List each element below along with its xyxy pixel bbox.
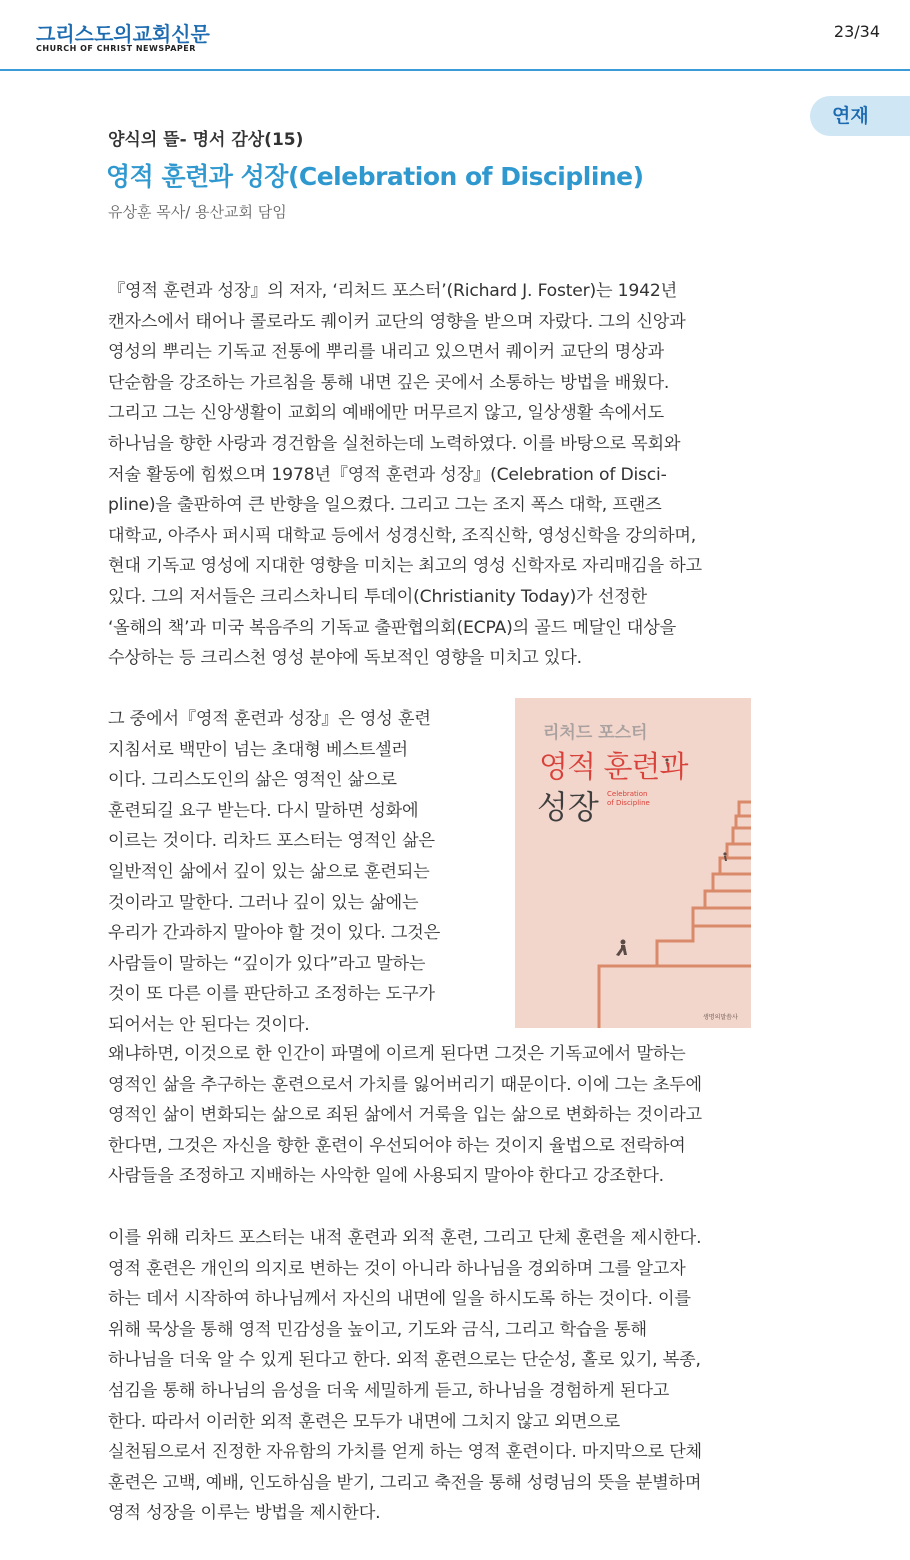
- book-title: 영적 훈련과: [539, 750, 688, 785]
- paragraph-1: [108, 276, 702, 674]
- text-line: 하나님을 더욱 알 수 있게 된다고 한다. 외적 훈련으로는 단순성, 홀로 있기, 복종,: [108, 1350, 701, 1371]
- text-line: 일반적인 삶에서 깊이 있는 삶으로 훈련되는: [108, 861, 430, 882]
- article-author: 유상훈 목사/ 용산교회 담임: [108, 203, 287, 221]
- text-line: 대학교, 아주사 퍼시픽 대학교 등에서 성경신학, 조직신학, 영성신학을 강의하며,: [108, 525, 697, 546]
- text-line: 사람들을 조정하고 지배하는 사악한 일에 사용되지 말아야 한다고 강조한다.: [108, 1166, 664, 1187]
- text-line: 『영적 훈련과 성장』의 저자, ‘리처드 포스터’(Richard J. Foster)는 1942년: [108, 281, 678, 301]
- paragraph-3: [108, 1039, 702, 1192]
- text-line: 현대 기독교 영성에 지대한 영향을 미치는 최고의 영성 신학자로 자리매김을 하고: [108, 556, 702, 577]
- text-line: 하나님을 향한 사랑과 경건함을 실천하는데 노력하였다. 이를 바탕으로 목회와: [108, 433, 681, 454]
- text-line: 영적인 삶을 추구하는 훈련으로서 가치를 잃어버리기 때문이다. 이에 그는 초두에: [108, 1074, 702, 1095]
- text-line: pline)을 출판하여 큰 반향을 일으켰다. 그리고 그는 조지 폭스 대학, 프랜즈: [108, 495, 662, 516]
- page-header: [0, 0, 910, 70]
- text-line: 왜냐하면, 이것으로 한 인간이 파멸에 이르게 된다면 그것은 기독교에서 말하는: [108, 1044, 686, 1064]
- text-line: 것이 또 다른 이를 판단하고 조정하는 도구가: [108, 984, 435, 1005]
- text-line: 그 중에서『영적 훈련과 성장』은 영성 훈련: [108, 709, 431, 729]
- text-line: 저술 활동에 힘썼으며 1978년『영적 훈련과 성장』(Celebration of Disci-: [108, 464, 667, 485]
- book-cover-image: [515, 698, 751, 1028]
- text-line: 한다면, 그것은 자신을 향한 훈련이 우선되어야 하는 것이지 율법으로 전락하여: [108, 1135, 686, 1156]
- text-line: 이르는 것이다. 리차드 포스터는 영적인 삶은: [108, 831, 435, 852]
- text-line: 훈련되길 요구 받는다. 다시 말하면 성화에: [108, 800, 419, 821]
- text-line: 영적 성장을 이루는 방법을 제시한다.: [108, 1503, 381, 1524]
- text-line: 캔자스에서 태어나 콜로라도 퀘이커 교단의 영향을 받으며 자랐다. 그의 신앙과: [108, 311, 686, 332]
- text-line: 위해 묵상을 통해 영적 민감성을 높이고, 기도와 금식, 그리고 학습을 통해: [108, 1319, 647, 1340]
- text-line: 있다. 그의 저서들은 크리스차니티 투데이(Christianity Today)가 선정한: [108, 586, 647, 607]
- text-line: 섬김을 통해 하나님의 음성을 더욱 세밀하게 듣고, 하나님을 경험하게 된다고: [108, 1380, 670, 1401]
- book-subtitle: Celebration: [607, 790, 648, 798]
- newspaper-logo[interactable]: 그리스도의교회신문: [36, 22, 210, 46]
- article-title: 영적 훈련과 성장(Celebration of Discipline): [106, 162, 644, 191]
- text-line: 것이라고 말한다. 그러나 깊이 있는 삶에는: [108, 892, 419, 913]
- book-author: 리처드 포스터: [543, 723, 648, 743]
- text-line: 하는 데서 시작하여 하나님께서 자신의 내면에 일을 하시도록 하는 것이다. 이를: [108, 1289, 691, 1310]
- text-line: 이를 위해 리차드 포스터는 내적 훈련과 외적 훈련, 그리고 단체 훈련을 제시한다.: [108, 1228, 702, 1248]
- paragraph-4: [108, 1223, 702, 1529]
- header-divider: [0, 69, 910, 71]
- text-line: 되어서는 안 된다는 것이다.: [108, 1014, 310, 1035]
- text-line: 영적인 삶이 변화되는 삶으로 죄된 삶에서 거룩을 입는 삶으로 변화하는 것이라고: [108, 1105, 702, 1126]
- text-line: 우리가 간과하지 말아야 할 것이 있다. 그것은: [108, 923, 441, 944]
- book-subtitle-line2: of Discipline: [607, 799, 650, 807]
- book-title-line2: 성장: [537, 788, 599, 826]
- page-number: 23/34: [833, 22, 880, 41]
- text-line: 이다. 그리스도인의 삶은 영적인 삶으로: [108, 770, 397, 791]
- text-line: 영성의 뿌리는 기독교 전통에 뿌리를 내리고 있으면서 퀘이커 교단의 명상과: [108, 342, 664, 363]
- text-line: 지침서로 백만이 넘는 초대형 베스트셀러: [108, 739, 408, 760]
- paragraph-2: [108, 704, 440, 1041]
- text-line: 훈련은 고백, 예배, 인도하심을 받기, 그리고 축전을 통해 성령님의 뜻을 분별하며: [108, 1472, 702, 1493]
- newspaper-logo-subtitle: CHURCH OF CHRIST NEWSPAPER: [36, 44, 196, 53]
- text-line: 수상하는 등 크리스천 영성 분야에 독보적인 영향을 미치고 있다.: [108, 648, 582, 669]
- text-line: ‘올해의 책’과 미국 복음주의 기독교 출판협의회(ECPA)의 골드 메달인 대상을: [108, 617, 677, 638]
- section-tab[interactable]: 연재: [810, 96, 910, 136]
- text-line: 영적 훈련은 개인의 의지로 변하는 것이 아니라 하나님을 경외하며 그를 알고자: [108, 1258, 686, 1279]
- text-line: 실천됨으로서 진정한 자유함의 가치를 얻게 하는 영적 훈련이다. 마지막으로 단체: [108, 1442, 702, 1463]
- article-series: 양식의 뜰- 명서 감상(15): [108, 130, 304, 150]
- text-line: 사람들이 말하는 “깊이가 있다”라고 말하는: [108, 953, 426, 974]
- text-line: 한다. 따라서 이러한 외적 훈련은 모두가 내면에 그치지 않고 외면으로: [108, 1411, 620, 1432]
- text-line: 그리고 그는 신앙생활이 교회의 예배에만 머무르지 않고, 일상생활 속에서도: [108, 403, 664, 424]
- text-line: 단순함을 강조하는 가르침을 통해 내면 깊은 곳에서 소통하는 방법을 배웠다.: [108, 372, 670, 393]
- book-publisher: 생명의말씀사: [703, 1014, 738, 1021]
